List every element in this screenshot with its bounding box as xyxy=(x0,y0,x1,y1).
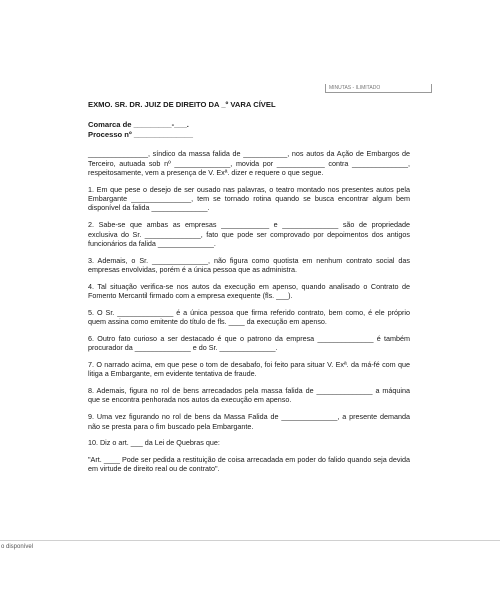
document-body xyxy=(88,100,410,481)
paragraph-2: 2. Sabe-se que ambas as empresas ____________ e ______________ são de propriedade exclusiva do Sr. ______________, fato que pode ser comprovado por depoimentos dos antigos funcionários da falida ______________. xyxy=(88,220,410,248)
paragraph-intro: _______________, síndico da massa falida de ___________, nos autos da Ação de Embargos de Terceiro, autuada sob nº ______________, movida por ____________ contra ______________, respeitosamente, vem a presença de V. Exª. dizer e requere o que segue. xyxy=(88,149,410,178)
comarca-line: Comarca de _________-___. xyxy=(88,120,189,130)
paragraph-3: 3. Ademais, o Sr. ______________, não figura como quotista em nenhum contrato social das empresas envolvidas, porém é a única pessoa que as administra. xyxy=(88,255,410,274)
paragraph-9: 9. Uma vez figurando no rol de bens da Massa Falida de ______________, a presente demanda não se presta para o fim buscado pela Embargante. xyxy=(88,412,410,431)
document-title: EXMO. SR. DR. JUIZ DE DIREITO DA _º VARA CÍVEL xyxy=(88,100,276,109)
processo-line: Processo nº ______________ xyxy=(88,129,193,139)
quoted-article: "Art. ____ Pode ser pedida a restituição de coisa arrecadada em poder do falido quando seja devida em virtude de direito real ou de contrato". xyxy=(88,455,410,474)
availability-footer: o disponível xyxy=(0,540,500,554)
paragraph-6: 6. Outro fato curioso a ser destacado é que o patrono da empresa ______________ é também procurador da ______________ e do Sr. ______________. xyxy=(88,333,410,353)
paragraph-7: 7. O narrado acima, em que pese o tom de desabafo, foi feito para situar V. Exª. da má-fé com que litiga a Embargante, em evidente tentativa de fraude. xyxy=(88,360,410,379)
paragraph-4: 4. Tal situação verifica-se nos autos da execução em apenso, quando analisado o Contrato de Fomento Mercantil firmado com a empresa exequente (fls. ___). xyxy=(88,281,410,301)
paragraph-10: 10. Diz o art. ___ da Lei de Quebras que: xyxy=(88,438,220,448)
paragraph-8: 8. Ademais, figura no rol de bens arrecadados pela massa falida de ______________ a máquina que se encontra penhorada nos autos da execução em apenso. xyxy=(88,386,410,405)
header-stamp: MINUTAS - ILIMITADO xyxy=(325,84,432,93)
paragraph-5: 5. O Sr. ______________ é a única pessoa que firma referido contrato, bem como, é ele próprio quem assina como emitente do título de fls. ____ da execução em apenso. xyxy=(88,307,410,327)
paragraph-1: 1. Em que pese o desejo de ser ousado nas palavras, o teatro montado nos presentes autos pela Embargante _______________, tem se tornado rotina quando se busca encontrar algum bem disponível da falida ______________. xyxy=(88,184,410,213)
case-header xyxy=(88,120,410,139)
